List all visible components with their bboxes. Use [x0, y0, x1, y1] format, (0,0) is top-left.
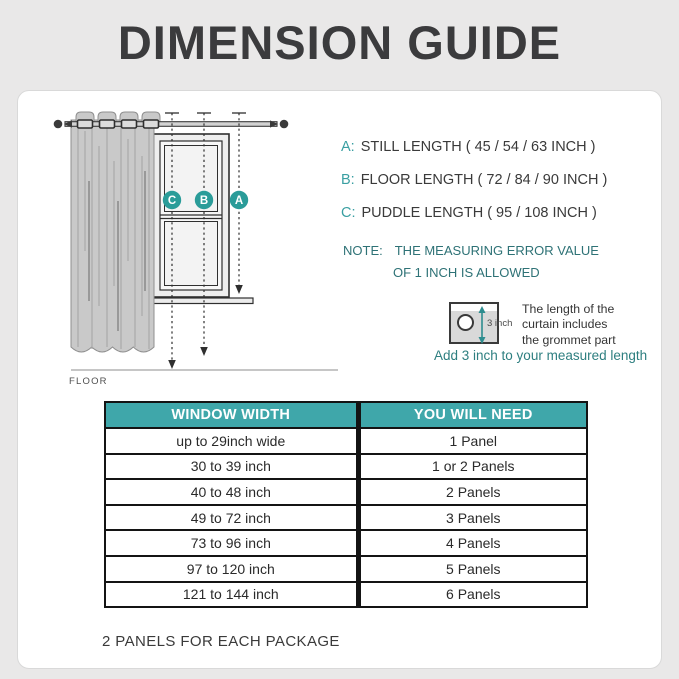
panels-needed-cell: 4 Panels	[358, 530, 587, 556]
window-width-cell: up to 29inch wide	[105, 428, 358, 454]
grommet-measure-label: 3 inch	[487, 318, 513, 329]
add-inch-tip: Add 3 inch to your measured length	[434, 348, 648, 363]
marker-b	[195, 191, 213, 209]
panels-needed-cell: 3 Panels	[358, 505, 587, 531]
note-line-1	[343, 243, 599, 258]
length-specs	[341, 131, 607, 230]
length-spec-a	[341, 131, 607, 164]
panels-needed-cell: 1 Panel	[358, 428, 587, 454]
table-header-window-width: WINDOW WIDTH	[105, 402, 358, 428]
footer-note: 2 PANELS FOR EACH PACKAGE	[102, 633, 340, 650]
window-width-cell: 40 to 48 inch	[105, 479, 358, 505]
window-sill	[147, 298, 253, 304]
length-spec-c	[341, 197, 607, 230]
grommet-description-line: curtain includes	[522, 317, 608, 332]
window-width-cell: 73 to 96 inch	[105, 530, 358, 556]
grommet-description	[522, 302, 616, 348]
note-line-2: OF 1 INCH IS ALLOWED	[393, 265, 540, 280]
length-text-c: PUDDLE LENGTH ( 95 / 108 INCH )	[361, 205, 597, 221]
table-row	[105, 582, 587, 608]
window-width-cell: 49 to 72 inch	[105, 505, 358, 531]
length-key-a: A:	[341, 139, 355, 155]
marker-a	[230, 191, 248, 209]
table-row	[105, 505, 587, 531]
curtain-diagram	[31, 101, 351, 391]
table-row	[105, 530, 587, 556]
length-spec-b	[341, 164, 607, 197]
panels-needed-cell: 5 Panels	[358, 556, 587, 582]
measure-arrow-icon	[477, 306, 487, 344]
table-header-row	[105, 402, 587, 428]
panels-needed-cell: 2 Panels	[358, 479, 587, 505]
curtain-panel	[71, 120, 154, 352]
grommet-description-line: the grommet part	[522, 332, 616, 347]
grommet-diagram	[449, 302, 513, 344]
table-row	[105, 479, 587, 505]
window-width-cell: 97 to 120 inch	[105, 556, 358, 582]
guide-card	[17, 90, 662, 669]
window	[153, 134, 229, 297]
window-width-cell: 30 to 39 inch	[105, 454, 358, 480]
note-prefix: NOTE:	[343, 243, 383, 258]
table-row	[105, 428, 587, 454]
length-key-b: B:	[341, 172, 355, 188]
panels-table	[104, 401, 588, 608]
length-text-a: STILL LENGTH ( 45 / 54 / 63 INCH )	[360, 139, 596, 155]
floor-label: FLOOR	[69, 376, 108, 387]
grommet-description-line: The length of the	[522, 302, 615, 316]
table-header-you-will-need: YOU WILL NEED	[358, 402, 587, 428]
table-row	[105, 454, 587, 480]
window-width-cell: 121 to 144 inch	[105, 582, 358, 608]
grommet-icon	[457, 314, 474, 331]
marker-c	[163, 191, 181, 209]
svg-text:B: B	[199, 195, 209, 208]
table-row	[105, 556, 587, 582]
panels-needed-cell: 6 Panels	[358, 582, 587, 608]
note-text-1: THE MEASURING ERROR VALUE	[394, 243, 599, 258]
panels-needed-cell: 1 or 2 Panels	[358, 454, 587, 480]
length-key-c: C:	[341, 205, 356, 221]
length-text-b: FLOOR LENGTH ( 72 / 84 / 90 INCH )	[360, 172, 608, 188]
svg-text:C: C	[167, 195, 177, 208]
page-title: DIMENSION GUIDE	[117, 16, 562, 69]
svg-text:A: A	[234, 195, 244, 208]
